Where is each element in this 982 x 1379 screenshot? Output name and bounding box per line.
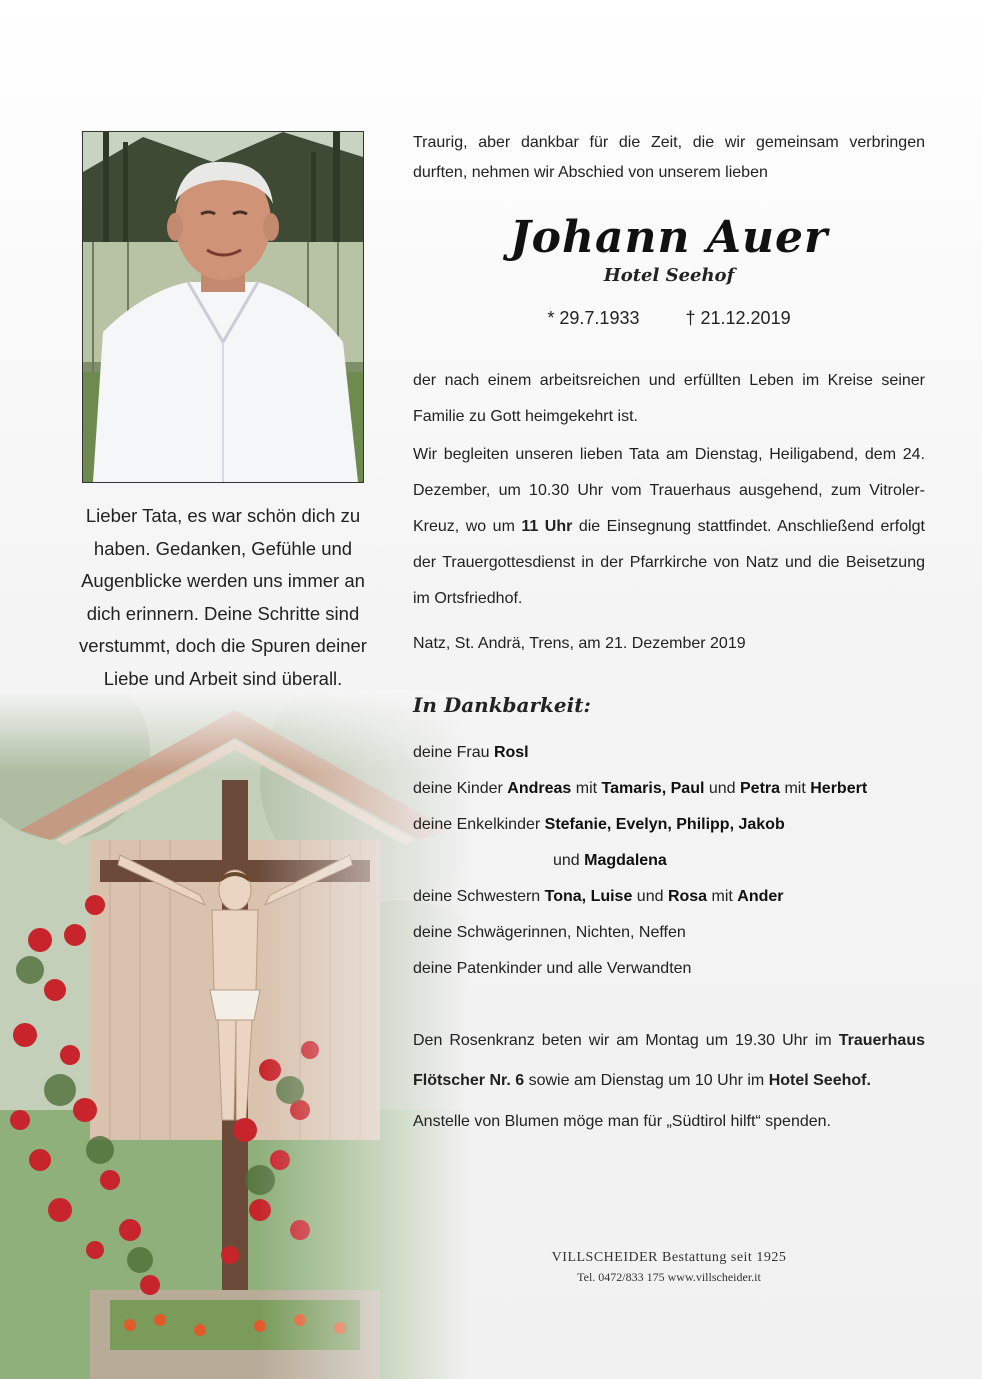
portrait-photo — [82, 131, 364, 483]
memorial-quote: Lieber Tata, es war schön dich zu haben. Gedanken, Gefühle und Augenblicke werden uns immer an dich erinnern. Deine Schritte sind verstummt, doch die Spuren deiner Liebe und Arbeit sind überall. — [79, 505, 367, 689]
crucifix-image — [0, 690, 470, 1379]
rosary-text: Den Rosenkranz beten wir am Montag um 19.30 Uhr im Trauerhaus Flötscher Nr. 6 sowie am Dienstag um 10 Uhr im Hotel Seehof. — [413, 1032, 925, 1089]
paragraph-funeral — [413, 437, 925, 617]
portrait-illustration — [83, 132, 363, 482]
mourner-line: deine Patenkinder und alle Verwandten — [413, 960, 692, 977]
mourners-list — [413, 735, 925, 987]
funeral-text-2: die Einsegnung stattfindet. Anschließend erfolgt der Trauergottesdienst in der Pfarrkirche von Natz und die Beisetzung im Ortsfriedhof. — [413, 518, 926, 607]
thanks-heading: In Dankbarkeit: — [413, 693, 591, 717]
mourner-line: und Magdalena — [553, 852, 667, 869]
funeral-text-1: Wir begleiten unseren lieben Tata am Dienstag, Heiligabend, dem 24. Dezember, um 10.30 Uhr vom Trauerhaus ausgehend, zum Vitroler-Kreuz, wo um — [413, 446, 925, 535]
mourner-line: deine Schwägerinnen, Nichten, Neffen — [413, 924, 686, 941]
deceased-name: Johann Auer — [509, 212, 829, 263]
company-tagline: Bestattung seit 1925 — [662, 1250, 787, 1265]
intro-text: Traurig, aber dankbar für die Zeit, die wir gemeinsam verbringen durften, nehmen wir Abschied von unserem lieben — [413, 134, 925, 181]
deceased-subtitle: Hotel Seehof — [603, 265, 735, 286]
donation-note: Anstelle von Blumen möge man für „Südtirol hilft“ spenden. — [413, 1113, 831, 1130]
mourner-line: deine Kinder Andreas mit Tamaris, Paul und Petra mit Herbert — [413, 780, 868, 797]
wayside-cross-illustration — [0, 690, 470, 1379]
funeral-home-footer — [413, 1250, 925, 1285]
place-date: Natz, St. Andrä, Trens, am 21. Dezember 2019 — [413, 635, 746, 652]
mourner-line: deine Schwestern Tona, Luise und Rosa mit Ander — [413, 888, 784, 905]
life-dates — [413, 308, 925, 329]
funeral-time: 11 Uhr — [521, 518, 573, 535]
mourner-line: deine Enkelkinder Stefanie, Evelyn, Philipp, Jakob — [413, 816, 785, 833]
company-contact: Tel. 0472/833 175 www.villscheider.it — [577, 1270, 761, 1284]
death-date: † 21.12.2019 — [685, 308, 791, 328]
birth-date: * 29.7.1933 — [547, 308, 640, 328]
paragraph-homecoming: der nach einem arbeitsreichen und erfüllten Leben im Kreise seiner Familie zu Gott heimgekehrt ist. — [413, 372, 925, 425]
mourner-line: deine Frau Rosl — [413, 744, 529, 761]
company-line — [413, 1250, 925, 1266]
company-name: VILLSCHEIDER — [551, 1250, 658, 1265]
announcement-text — [413, 128, 925, 1131]
